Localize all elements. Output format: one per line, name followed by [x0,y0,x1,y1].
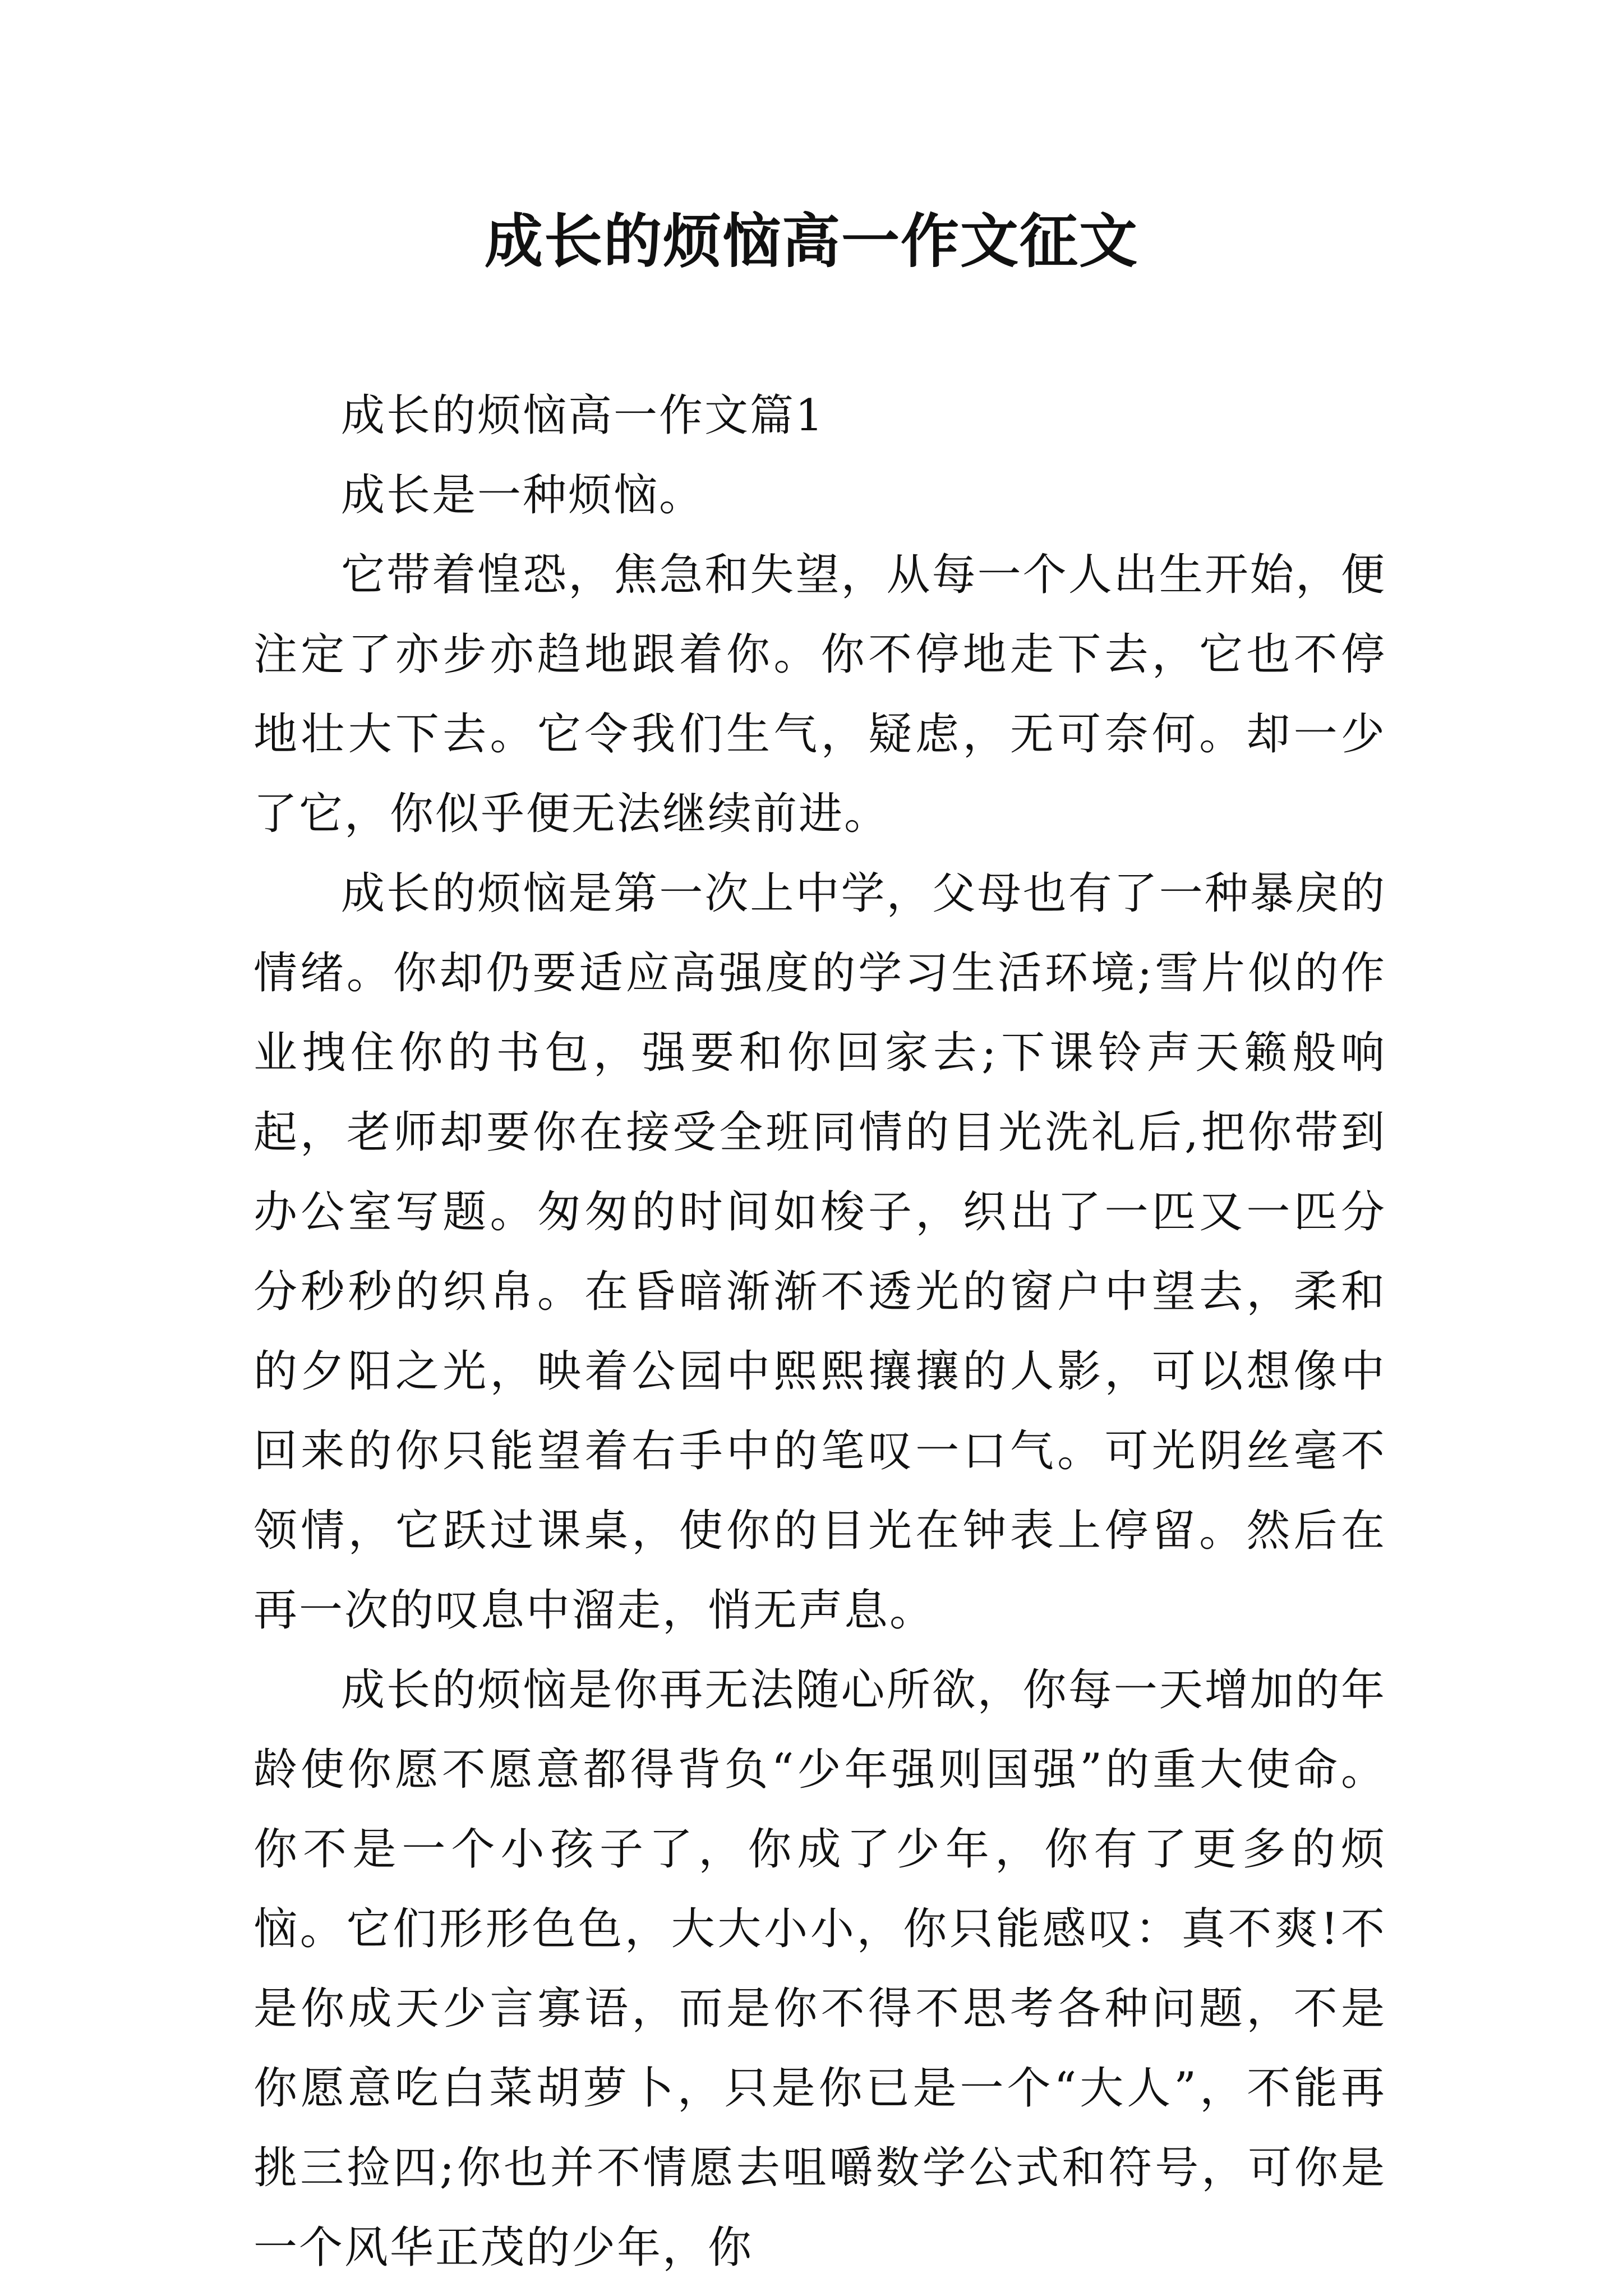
paragraph: 成长的烦恼是第一次上中学，父母也有了一种暴戾的情绪。你却仍要适应高强度的学习生活环境;雪片似的作业拽住你的书包，强要和你回家去;下课铃声天籁般响起，老师却要你在接受全班同情的目光洗礼后,把你带到办公室写题。匆匆的时间如梭子，织出了一匹又一匹分分秒秒的织帛。在昏暗渐渐不透光的窗户中望去，柔和的夕阳之光，映着公园中熙熙攘攘的人影，可以想像中回来的你只能望着右手中的笔叹一口气。可光阴丝毫不领情，它跃过课桌，使你的目光在钟表上停留。然后在再一次的叹息中溜走，悄无声息。 [253,868,1386,1636]
paragraph: 成长的烦恼是你再无法随心所欲，你每一天增加的年龄使你愿不愿意都得背负“少年强则国强”的重大使命。你不是一个小孩子了，你成了少年，你有了更多的烦恼。它们形形色色，大大小小，你只能感叹：真不爽!不是你成天少言寡语，而是你不得不思考各种问题，不是你愿意吃白菜胡萝卜，只是你已是一个“大人”，不能再挑三捡四;你也并不情愿去咀嚼数学公式和符号，可你是一个风华正茂的少年，你 [253,1665,1386,2273]
section-heading: 成长的烦恼高一作文篇1 [341,390,825,441]
document-body [253,376,1386,2288]
paragraph: 它带着惶恐，焦急和失望，从每一个人出生开始，便注定了亦步亦趋地跟着你。你不停地走下去，它也不停地壮大下去。它令我们生气，疑虑，无可奈何。却一少了它，你似乎便无法继续前进。 [253,550,1386,839]
paragraph: 成长是一种烦恼。 [341,470,705,521]
document-title: 成长的烦恼高一作文征文 [484,206,1138,275]
